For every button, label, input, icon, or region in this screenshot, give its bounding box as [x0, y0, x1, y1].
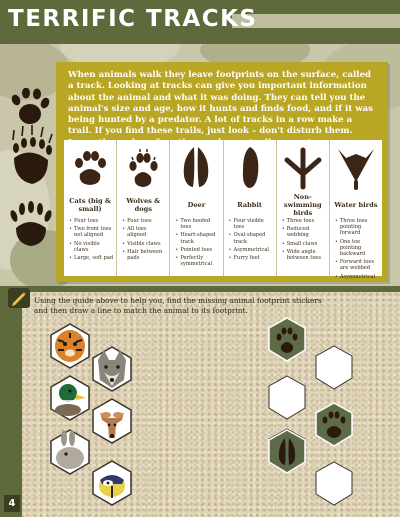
guide-column-rabbit: [224, 140, 277, 276]
guide-fact: • Furry feet: [229, 255, 273, 261]
activity-instruction: Using the guide above to help you, find the missing animal footprint stickers and then draw a line to match the animal to its footprint.: [34, 296, 322, 315]
guide-fact: • Four visible toes: [229, 218, 273, 230]
dog-paw-icon: [125, 145, 161, 189]
guide-column-deer: [170, 140, 223, 276]
guide-column-wolves-dogs: [117, 140, 170, 276]
guide-fact: • Wide angle between toes: [282, 249, 326, 261]
guide-title-deer: Deer: [187, 201, 206, 209]
rabbit-foot-icon: [236, 144, 264, 190]
cat-paw-icon: [72, 146, 108, 188]
guide-fact: • All toes aligned: [122, 226, 166, 238]
guide-fact: • Perfectly symmetrical: [175, 255, 219, 267]
guide-fact: • Pointed toes: [175, 247, 219, 253]
guide-fact: • No visible claws: [69, 241, 113, 253]
guide-title-non-swimming-birds: Non-swimming birds: [283, 193, 322, 217]
guide-title-rabbit: Rabbit: [237, 201, 262, 209]
pencil-icon: [8, 288, 30, 308]
guide-fact: • Oval-shaped track: [229, 232, 273, 244]
guide-fact: • Hair between pads: [122, 249, 166, 261]
track-guide-panel: [64, 140, 382, 280]
guide-column-non-swimming-birds: [277, 140, 330, 276]
guide-facts-deer: [173, 218, 219, 267]
activity-area: [0, 286, 400, 517]
guide-title-water-birds: Water birds: [334, 201, 378, 209]
guide-fact: • Large, soft pad: [69, 255, 113, 261]
hoof-icon: [179, 144, 213, 190]
bear-paw-icon: [13, 125, 52, 184]
guide-column-cats: [64, 140, 117, 276]
guide-facts-rabbit: [227, 218, 273, 261]
guide-fact: • Asymmetrical: [229, 247, 273, 253]
guide-fact: • Forward toes are webbed: [335, 259, 379, 271]
guide-fact: • Two front toes not aligned: [69, 226, 113, 238]
page-number: 4: [4, 495, 20, 512]
guide-fact: • Visible claws: [122, 241, 166, 247]
sand-background: [22, 292, 400, 517]
dog-paw-icon: [10, 88, 51, 124]
raccoon-paw-icon: [9, 201, 53, 246]
guide-fact: • Asymmetrical: [335, 274, 379, 280]
guide-facts-non-swimming-birds: [280, 218, 326, 261]
guide-fact: • One toe pointing backward: [335, 239, 379, 258]
guide-title-cats: Cats (big & small): [69, 197, 111, 213]
guide-title-wolves-dogs: Wolves & dogs: [126, 197, 161, 213]
bird-foot-icon: [282, 144, 324, 190]
page-title: TERRIFIC TRACKS: [8, 6, 258, 32]
guide-fact: • Three toes: [282, 218, 326, 224]
guide-fact: • Two hoofed toes: [175, 218, 219, 230]
guide-fact: • Reduced webbing: [282, 226, 326, 238]
guide-fact: • Small claws: [282, 241, 326, 247]
side-paw-prints: [4, 88, 58, 258]
guide-fact: • Four toes: [122, 218, 166, 224]
guide-facts-water-birds: [333, 218, 379, 280]
guide-column-water-birds: [330, 140, 382, 280]
guide-facts-wolves-dogs: [120, 218, 166, 261]
info-box: [56, 62, 388, 282]
guide-fact: • Heart-shaped track: [175, 232, 219, 244]
intro-paragraph: When animals walk they leave footprints on the surface, called a track. Looking at tracks can give you important information about the animal and what it was doing. They can tell you the animal's size and age, how it hunts and finds food, and if it was being hunted by a predator. A lot of tracks in a row make a trail. If you find these trails, just look – don't disturb them.: [68, 70, 374, 137]
guide-fact: • Three toes pointing forward: [335, 218, 379, 237]
webbed-foot-icon: [334, 144, 378, 190]
guide-fact: • Four toes: [69, 218, 113, 224]
guide-facts-cats: [67, 218, 113, 261]
